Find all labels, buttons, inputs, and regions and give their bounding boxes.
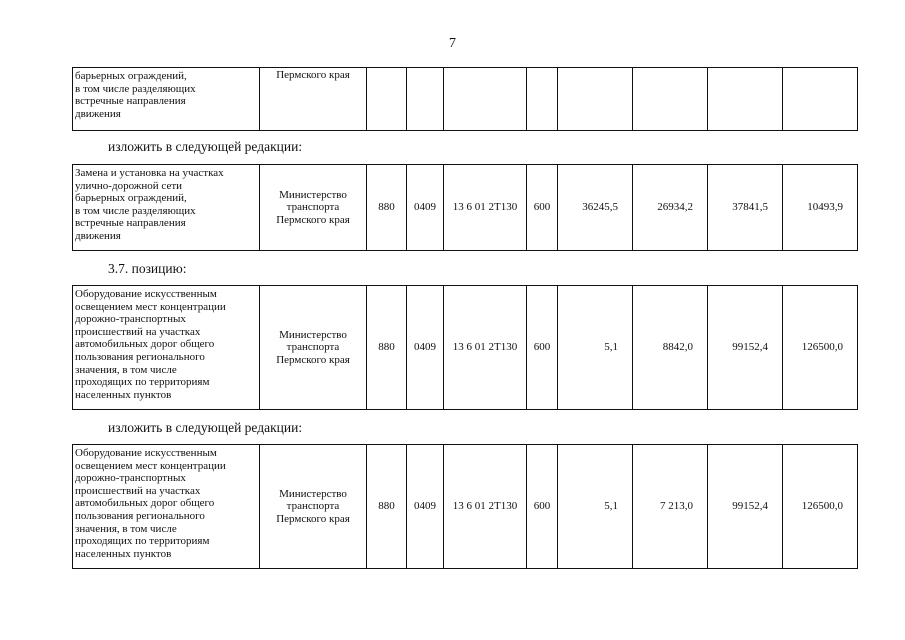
row-sum3-cell: 99152,4: [708, 286, 783, 410]
row-sum1-cell: 36245,5: [558, 165, 633, 251]
row-expense-type-cell: 600: [527, 165, 558, 251]
row-expense-type-cell: [527, 68, 558, 131]
row-expense-type-cell: 600: [527, 445, 558, 569]
row-name-cell: Оборудование искусственным освещением мест концентрации дорожно-транспортных происшествий на участках автомобильных дорог общего пользования регионального значения, в том числе проходящих по территориям населенных пунктов: [73, 286, 260, 410]
row-admin-code-cell: 880: [367, 286, 407, 410]
row-section-cell: [407, 68, 444, 131]
row-sum4-cell: 126500,0: [783, 286, 858, 410]
row-section-cell: 0409: [407, 286, 444, 410]
row-sum2-cell: 8842,0: [633, 286, 708, 410]
row-target-article-cell: 13 6 01 2Т130: [444, 286, 527, 410]
row-sum3-cell: 37841,5: [708, 165, 783, 251]
row-sum1-cell: 5,1: [558, 286, 633, 410]
row-sum1-cell: 5,1: [558, 445, 633, 569]
row-section-cell: 0409: [407, 165, 444, 251]
row-name-cell: Замена и установка на участках улично-дорожной сети барьерных ограждений, в том числе разделяющих встречные направления движения: [73, 165, 260, 251]
row-sum1-cell: [558, 68, 633, 131]
row-admin-code-cell: 880: [367, 445, 407, 569]
table-replacement-1: [72, 164, 858, 251]
row-admin-code-cell: [367, 68, 407, 131]
row-target-article-cell: 13 6 01 2Т130: [444, 445, 527, 569]
row-sum2-cell: [633, 68, 708, 131]
row-sum2-cell: 7 213,0: [633, 445, 708, 569]
table-position: [72, 285, 858, 410]
row-admin-code-cell: 880: [367, 165, 407, 251]
caption-new-edition-1: изложить в следующей редакции:: [108, 139, 303, 154]
table-continuation: [72, 67, 858, 131]
row-name-cell: барьерных ограждений, в том числе разделяющих встречные направления движения: [73, 68, 260, 131]
row-sum4-cell: 126500,0: [783, 445, 858, 569]
table-row: [73, 286, 858, 410]
row-section-cell: 0409: [407, 445, 444, 569]
row-name-cell: Оборудование искусственным освещением мест концентрации дорожно-транспортных происшествий на участках автомобильных дорог общего пользования регионального значения, в том числе проходящих по территориям населенных пунктов: [73, 445, 260, 569]
row-owner-cell: Министерство транспорта Пермского края: [260, 445, 367, 569]
row-expense-type-cell: 600: [527, 286, 558, 410]
table-replacement-2: [72, 444, 858, 569]
row-target-article-cell: [444, 68, 527, 131]
table-row: [73, 165, 858, 251]
row-owner-cell: Министерство транспорта Пермского края: [260, 165, 367, 251]
page-number: 7: [449, 36, 456, 51]
caption-new-edition-2: изложить в следующей редакции:: [108, 420, 303, 435]
row-sum4-cell: 10493,9: [783, 165, 858, 251]
row-sum3-cell: 99152,4: [708, 445, 783, 569]
row-owner-cell: Министерство транспорта Пермского края: [260, 286, 367, 410]
row-sum2-cell: 26934,2: [633, 165, 708, 251]
row-sum3-cell: [708, 68, 783, 131]
row-owner-cell: Пермского края: [260, 68, 367, 131]
caption-position-3-7: 3.7. позицию:: [108, 261, 187, 276]
table-row: [73, 445, 858, 569]
table-row: [73, 68, 858, 131]
row-target-article-cell: 13 6 01 2Т130: [444, 165, 527, 251]
row-sum4-cell: [783, 68, 858, 131]
